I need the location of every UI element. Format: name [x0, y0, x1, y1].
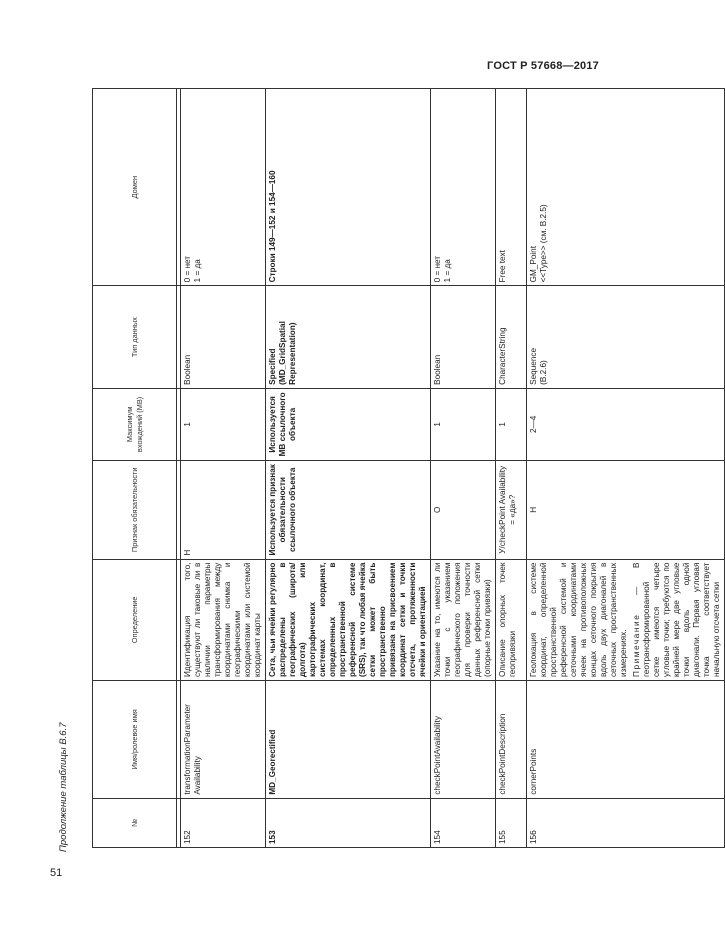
header-num: № — [93, 798, 177, 847]
table-row — [431, 89, 496, 848]
row-obligation: Н — [527, 460, 725, 559]
row-max-occurrence: Используется МВ ссылочного объекта — [266, 388, 431, 460]
header-obligation: Признак обязательности — [93, 460, 177, 559]
row-max-occurrence: 2—4 — [527, 388, 725, 460]
row-num: 156 — [527, 798, 725, 847]
row-max-occurrence: 1 — [496, 388, 527, 460]
note-label: Примечание — [632, 613, 641, 678]
row-domain: 0 = нет 1 = да — [431, 89, 496, 286]
row-num: 155 — [496, 798, 527, 847]
row-obligation: У/checkPoint Availability = «да»? — [496, 460, 527, 559]
definition-text: Геолокация в системе координат, определенной пространственной референсной системой и сеточными координатами ячеек на противоположных концах сеточного покрытия вдоль двух диагоналей в сеточных пространственных измерениях. — [529, 562, 628, 678]
row-max-occurrence: 1 — [431, 388, 496, 460]
row-definition: Указание на то, имеются ли точки с указанием географического положения для проверки точности данных референсной сетки (опорные точки привязки) — [431, 559, 496, 680]
page-number: 51 — [50, 867, 63, 879]
row-obligation: Н — [181, 460, 266, 559]
row-max-occurrence: 1 — [181, 388, 266, 460]
row-definition: Сета, чьи ячейки регулярно распределены в географических (широта/долгота) или картографических системах координат, определенных в пространственной референсной системе (SRS), так что любая ячейка сетки может быть пространственно привязана на присвоением координат сетки и точки отсчета, протяженности ячейки и ориентацией — [266, 559, 431, 680]
table-row — [527, 89, 725, 848]
row-name: checkPointDescription — [496, 681, 527, 799]
row-obligation: О — [431, 460, 496, 559]
row-data-type: CharacterString — [496, 286, 527, 388]
metadata-table — [92, 88, 725, 848]
header-definition: Определение — [93, 559, 177, 680]
rotated-table-container — [92, 88, 721, 848]
row-name: MD_Georectified — [266, 681, 431, 799]
row-data-type — [527, 286, 725, 388]
header-domain: Домен — [93, 89, 177, 286]
row-definition: Идентификация того, существуют ли таковые ли в наличии параметры трансформирования между координатами снимка и географическими координатами или системой координат карты — [181, 559, 266, 680]
row-obligation: Используется признак обязательности ссылочного объекта — [266, 460, 431, 559]
data-type-label: Sequence — [529, 347, 538, 385]
table-row — [181, 89, 266, 848]
row-data-type: Boolean — [181, 286, 266, 388]
data-type-ref: (В.2.6) — [539, 360, 548, 385]
table-row — [266, 89, 431, 848]
definition-note — [632, 563, 722, 677]
row-name: checkPointAvailability — [431, 681, 496, 799]
domain-label: GM_Point — [529, 245, 538, 283]
domain-ref: <<Type>> (см. В.2.5) — [539, 204, 548, 283]
row-domain: Free text — [496, 89, 527, 286]
row-data-type: Boolean — [431, 286, 496, 388]
row-definition — [527, 559, 725, 680]
row-definition: Описание опорных точек геопривязки — [496, 559, 527, 680]
row-data-type: Specified (MD_GridSpatial Representation) — [266, 286, 431, 388]
row-name: cornerPoints — [527, 681, 725, 799]
header-max-occurrence: Максимум вхождений (МВ) — [93, 388, 177, 460]
row-name: transformationParameter Availability — [181, 681, 266, 799]
header-name: Имя/ролевое имя — [93, 681, 177, 799]
table-row — [496, 89, 527, 848]
row-num: 152 — [181, 798, 266, 847]
row-domain — [527, 89, 725, 286]
document-code: ГОСТ Р 57668—2017 — [487, 60, 599, 72]
table-caption: Продолжение таблицы В.6.7 — [58, 722, 69, 852]
header-data-type: Тип данных — [93, 286, 177, 388]
row-num: 153 — [266, 798, 431, 847]
row-num: 154 — [431, 798, 496, 847]
note-text: — В геотрансформированной сетке имеются четыре угловые точки; требуются по крайней мере две угловые точки вдоль одной диагонали. Первая угловая точка соответствует начальную отсчета сетки — [632, 562, 721, 678]
row-domain: 0 = нет 1 = да — [181, 89, 266, 286]
header-row — [93, 89, 177, 848]
row-domain: Строки 149—152 и 154—160 — [266, 89, 431, 286]
